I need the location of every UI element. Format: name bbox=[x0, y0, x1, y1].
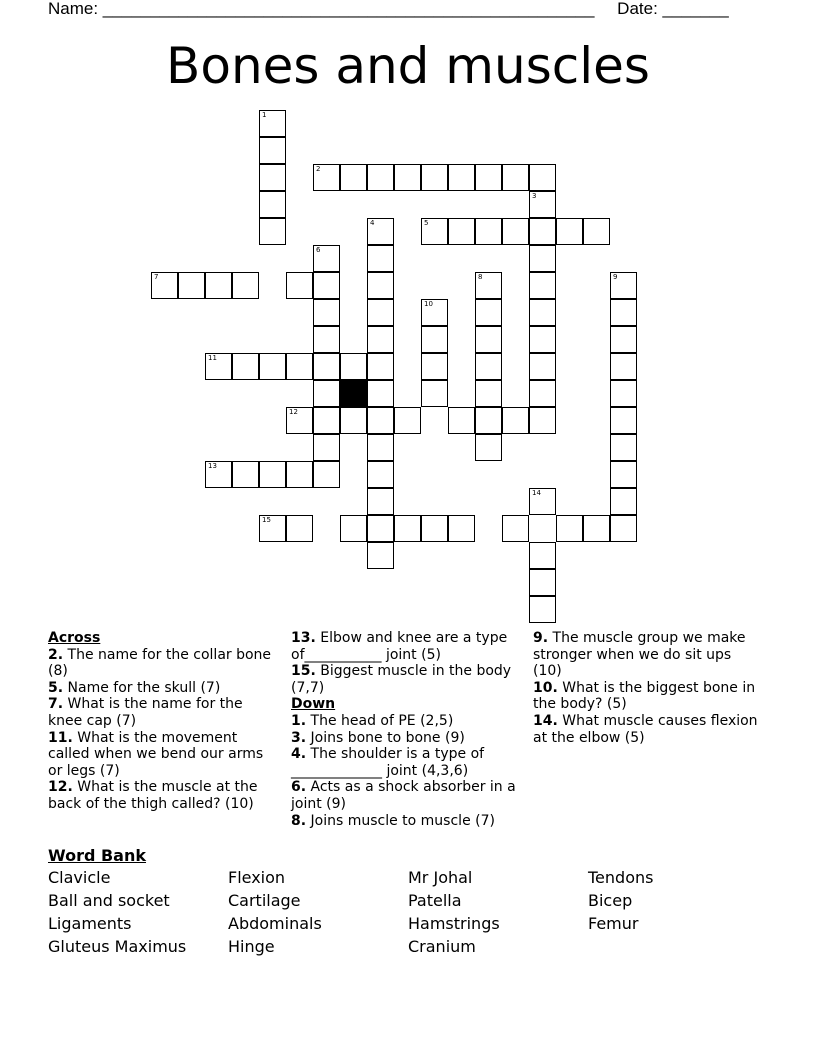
crossword-cell[interactable] bbox=[340, 407, 367, 434]
clue-text: What is the movement called when we bend our arms or legs (7) bbox=[48, 729, 264, 779]
clue-text: The head of PE (2,5) bbox=[306, 712, 454, 729]
clue-text: What muscle causes flexion at the elbow (5) bbox=[533, 712, 758, 746]
crossword-cell[interactable] bbox=[529, 596, 556, 623]
word-bank-item: Mr Johal bbox=[408, 868, 473, 887]
crossword-cell[interactable] bbox=[529, 353, 556, 380]
crossword-cell[interactable] bbox=[259, 191, 286, 218]
crossword-cell[interactable] bbox=[529, 299, 556, 326]
clue-number-label: 13. bbox=[291, 630, 316, 646]
crossword-cell[interactable] bbox=[367, 272, 394, 299]
clue-text: What is the name for the knee cap (7) bbox=[48, 696, 243, 729]
word-bank-title: Word Bank bbox=[48, 846, 147, 865]
clue-number: 13 bbox=[208, 462, 217, 470]
word-bank-item: Hinge bbox=[228, 937, 275, 956]
crossword-cell[interactable] bbox=[610, 380, 637, 407]
crossword-cell[interactable] bbox=[313, 164, 340, 191]
crossword-cell[interactable] bbox=[529, 326, 556, 353]
clue-number: 10 bbox=[424, 300, 433, 308]
crossword-cell[interactable] bbox=[529, 569, 556, 596]
crossword-cell[interactable] bbox=[259, 110, 286, 137]
clue-item bbox=[291, 713, 521, 730]
crossword-cell[interactable] bbox=[205, 272, 232, 299]
crossword-cell[interactable] bbox=[313, 380, 340, 407]
clue-text: What is the biggest bone in the body? (5) bbox=[533, 679, 756, 713]
crossword-cell[interactable] bbox=[529, 272, 556, 299]
crossword-cell[interactable] bbox=[367, 245, 394, 272]
crossword-cell[interactable] bbox=[313, 326, 340, 353]
clue-text: The name for the collar bone (8) bbox=[48, 646, 272, 680]
crossword-cell[interactable] bbox=[394, 407, 421, 434]
crossword-cell[interactable] bbox=[610, 326, 637, 353]
crossword-cell[interactable] bbox=[313, 407, 340, 434]
clue-number-label: 3. bbox=[291, 729, 307, 746]
crossword-cell[interactable] bbox=[583, 515, 610, 542]
clue-item bbox=[291, 630, 521, 663]
crossword-cell[interactable] bbox=[502, 407, 529, 434]
clue-number: 11 bbox=[208, 354, 217, 362]
crossword-cell[interactable] bbox=[367, 407, 394, 434]
across-clue-list bbox=[48, 647, 276, 813]
page-title: Bones and muscles bbox=[166, 37, 650, 95]
crossword-cell[interactable] bbox=[340, 353, 367, 380]
crossword-cell[interactable] bbox=[610, 353, 637, 380]
crossword-cell[interactable] bbox=[232, 353, 259, 380]
crossword-cell[interactable] bbox=[367, 164, 394, 191]
clue-text: Elbow and knee are a type of___________ joint (5) bbox=[291, 630, 508, 663]
clue-item bbox=[291, 813, 521, 830]
crossword-cell[interactable] bbox=[475, 272, 502, 299]
crossword-cell[interactable] bbox=[340, 164, 367, 191]
clue-item bbox=[291, 779, 521, 812]
across-clue-list-continued bbox=[291, 630, 521, 696]
clue-number: 3 bbox=[532, 192, 537, 200]
clue-number: 2 bbox=[316, 165, 321, 173]
clue-number: 4 bbox=[370, 219, 375, 227]
crossword-cell[interactable] bbox=[286, 407, 313, 434]
crossword-cell[interactable] bbox=[421, 299, 448, 326]
crossword-cell[interactable] bbox=[340, 515, 367, 542]
crossword-cell[interactable] bbox=[421, 164, 448, 191]
clue-text: The shoulder is a type of _____________ joint (4,3,6) bbox=[291, 746, 485, 779]
clue-item bbox=[48, 779, 276, 812]
crossword-cell[interactable] bbox=[529, 407, 556, 434]
crossword-cell[interactable] bbox=[556, 515, 583, 542]
crossword-cell[interactable] bbox=[313, 353, 340, 380]
crossword-cell[interactable] bbox=[313, 299, 340, 326]
word-bank-item: Cranium bbox=[408, 937, 476, 956]
clue-item bbox=[48, 680, 276, 697]
word-bank-item: Femur bbox=[588, 914, 639, 933]
crossword-cell[interactable] bbox=[502, 164, 529, 191]
clue-number-label: 1. bbox=[291, 712, 307, 729]
clue-text: Biggest muscle in the body (7,7) bbox=[291, 663, 512, 696]
crossword-cell[interactable] bbox=[610, 461, 637, 488]
word-bank-item: Ligaments bbox=[48, 914, 132, 933]
down-clue-list bbox=[291, 713, 521, 829]
clue-item bbox=[533, 713, 763, 746]
crossword-cell[interactable] bbox=[529, 488, 556, 515]
crossword-cell[interactable] bbox=[259, 218, 286, 245]
crossword-cell[interactable] bbox=[421, 353, 448, 380]
word-bank-item: Cartilage bbox=[228, 891, 301, 910]
clue-number-label: 6. bbox=[291, 779, 307, 796]
crossword-cell[interactable] bbox=[394, 515, 421, 542]
crossword-cell[interactable] bbox=[367, 326, 394, 353]
clue-number: 14 bbox=[532, 489, 541, 497]
crossword-cell[interactable] bbox=[475, 407, 502, 434]
crossword-cell[interactable] bbox=[610, 515, 637, 542]
clue-number-label: 5. bbox=[48, 679, 64, 696]
clue-item bbox=[291, 730, 521, 747]
crossword-cell[interactable] bbox=[205, 461, 232, 488]
crossword-cell[interactable] bbox=[610, 488, 637, 515]
clues-column-1 bbox=[48, 630, 276, 813]
clue-number-label: 12. bbox=[48, 779, 73, 796]
crossword-cell[interactable] bbox=[367, 380, 394, 407]
crossword-cell[interactable] bbox=[421, 380, 448, 407]
crossword-cell[interactable] bbox=[286, 272, 313, 299]
crossword-cell[interactable] bbox=[529, 542, 556, 569]
crossword-cell[interactable] bbox=[394, 164, 421, 191]
crossword-cell[interactable] bbox=[421, 218, 448, 245]
crossword-cell[interactable] bbox=[151, 272, 178, 299]
crossword-cell[interactable] bbox=[367, 515, 394, 542]
clue-number: 5 bbox=[424, 219, 429, 227]
crossword-cell[interactable] bbox=[475, 299, 502, 326]
clues-column-3 bbox=[533, 630, 763, 746]
crossword-cell[interactable] bbox=[610, 434, 637, 461]
word-bank-item: Abdominals bbox=[228, 914, 322, 933]
clue-number: 6 bbox=[316, 246, 321, 254]
crossword-cell[interactable] bbox=[286, 353, 313, 380]
crossword-cell[interactable] bbox=[502, 515, 529, 542]
word-bank-item: Ball and socket bbox=[48, 891, 170, 910]
crossword-cell[interactable] bbox=[367, 218, 394, 245]
word-bank-item: Bicep bbox=[588, 891, 633, 910]
crossword-cell[interactable] bbox=[610, 407, 637, 434]
word-bank-item: Clavicle bbox=[48, 868, 111, 887]
clue-number-label: 9. bbox=[533, 630, 549, 646]
crossword-cell[interactable] bbox=[475, 164, 502, 191]
clue-number-label: 10. bbox=[533, 679, 558, 696]
crossword-cell[interactable] bbox=[556, 218, 583, 245]
clue-number-label: 15. bbox=[291, 663, 316, 680]
clue-number: 12 bbox=[289, 408, 298, 416]
crossword-cell[interactable] bbox=[421, 326, 448, 353]
clue-number-label: 8. bbox=[291, 812, 307, 829]
clue-text: Joins bone to bone (9) bbox=[306, 729, 465, 746]
crossword-cell[interactable] bbox=[205, 353, 232, 380]
crossword-cell[interactable] bbox=[475, 326, 502, 353]
crossword-cell[interactable] bbox=[529, 191, 556, 218]
crossword-cell[interactable] bbox=[313, 434, 340, 461]
clue-item bbox=[48, 730, 276, 780]
word-bank-item: Hamstrings bbox=[408, 914, 500, 933]
crossword-cell[interactable] bbox=[232, 461, 259, 488]
crossword-cell[interactable] bbox=[367, 299, 394, 326]
clue-text: Joins muscle to muscle (7) bbox=[306, 812, 495, 829]
clue-text: Acts as a shock absorber in a joint (9) bbox=[291, 779, 516, 812]
crossword-cell[interactable] bbox=[421, 515, 448, 542]
clue-number-label: 4. bbox=[291, 746, 307, 763]
crossword-cell[interactable] bbox=[610, 272, 637, 299]
crossword-cell[interactable] bbox=[259, 164, 286, 191]
crossword-cell[interactable] bbox=[448, 218, 475, 245]
crossword-cell[interactable] bbox=[178, 272, 205, 299]
crossword-black-cell bbox=[340, 380, 367, 407]
crossword-cell[interactable] bbox=[475, 353, 502, 380]
clue-item bbox=[533, 630, 763, 680]
crossword-cell[interactable] bbox=[367, 488, 394, 515]
date-field[interactable]: Date: _______ bbox=[617, 0, 729, 18]
crossword-cell[interactable] bbox=[475, 434, 502, 461]
crossword-cell[interactable] bbox=[259, 137, 286, 164]
crossword-cell[interactable] bbox=[313, 245, 340, 272]
crossword-cell[interactable] bbox=[313, 272, 340, 299]
crossword-cell[interactable] bbox=[259, 461, 286, 488]
down-heading: Down bbox=[291, 696, 336, 713]
clue-item bbox=[533, 680, 763, 713]
word-bank-item: Tendons bbox=[588, 868, 654, 887]
crossword-cell[interactable] bbox=[232, 272, 259, 299]
crossword-cell[interactable] bbox=[259, 353, 286, 380]
word-bank bbox=[48, 868, 788, 956]
word-bank-item: Flexion bbox=[228, 868, 286, 887]
crossword-cell[interactable] bbox=[259, 515, 286, 542]
clue-text: What is the muscle at the back of the thigh called? (10) bbox=[48, 779, 258, 812]
crossword-cell[interactable] bbox=[286, 515, 313, 542]
crossword-cell[interactable] bbox=[367, 434, 394, 461]
crossword-cell[interactable] bbox=[448, 407, 475, 434]
word-bank-item: Gluteus Maximus bbox=[48, 937, 187, 956]
crossword-cell[interactable] bbox=[286, 461, 313, 488]
crossword-cell[interactable] bbox=[529, 218, 556, 245]
crossword-cell[interactable] bbox=[529, 380, 556, 407]
crossword-cell[interactable] bbox=[367, 542, 394, 569]
clue-number: 7 bbox=[154, 273, 159, 281]
crossword-cell[interactable] bbox=[529, 164, 556, 191]
clue-number-label: 14. bbox=[533, 712, 558, 729]
clue-item bbox=[291, 663, 521, 696]
crossword-cell[interactable] bbox=[367, 461, 394, 488]
crossword-cell[interactable] bbox=[475, 218, 502, 245]
clue-item bbox=[48, 696, 276, 729]
clue-number-label: 2. bbox=[48, 646, 64, 663]
word-bank-item: Patella bbox=[408, 891, 462, 910]
clue-number-label: 7. bbox=[48, 696, 64, 713]
crossword-cell[interactable] bbox=[583, 218, 610, 245]
clues-column-2 bbox=[291, 630, 521, 829]
crossword-cell[interactable] bbox=[475, 380, 502, 407]
clue-number-label: 11. bbox=[48, 729, 73, 746]
name-field[interactable]: Name: ____________________________________________________ bbox=[48, 0, 595, 18]
crossword-cell[interactable] bbox=[529, 245, 556, 272]
crossword-cell[interactable] bbox=[448, 515, 475, 542]
clue-number: 1 bbox=[262, 111, 267, 119]
crossword-cell[interactable] bbox=[502, 218, 529, 245]
clue-text: Name for the skull (7) bbox=[63, 679, 221, 696]
clue-number: 9 bbox=[613, 273, 618, 281]
clue-item bbox=[48, 647, 276, 680]
clue-number: 8 bbox=[478, 273, 483, 281]
down-clue-list-continued bbox=[533, 630, 763, 746]
clue-text: The muscle group we make stronger when we do sit ups (10) bbox=[533, 630, 746, 680]
across-heading: Across bbox=[48, 630, 101, 646]
crossword-cell[interactable] bbox=[367, 353, 394, 380]
crossword-cell[interactable] bbox=[448, 164, 475, 191]
crossword-cell[interactable] bbox=[313, 461, 340, 488]
clue-item bbox=[291, 746, 521, 779]
crossword-cell[interactable] bbox=[610, 299, 637, 326]
clue-number: 15 bbox=[262, 516, 271, 524]
